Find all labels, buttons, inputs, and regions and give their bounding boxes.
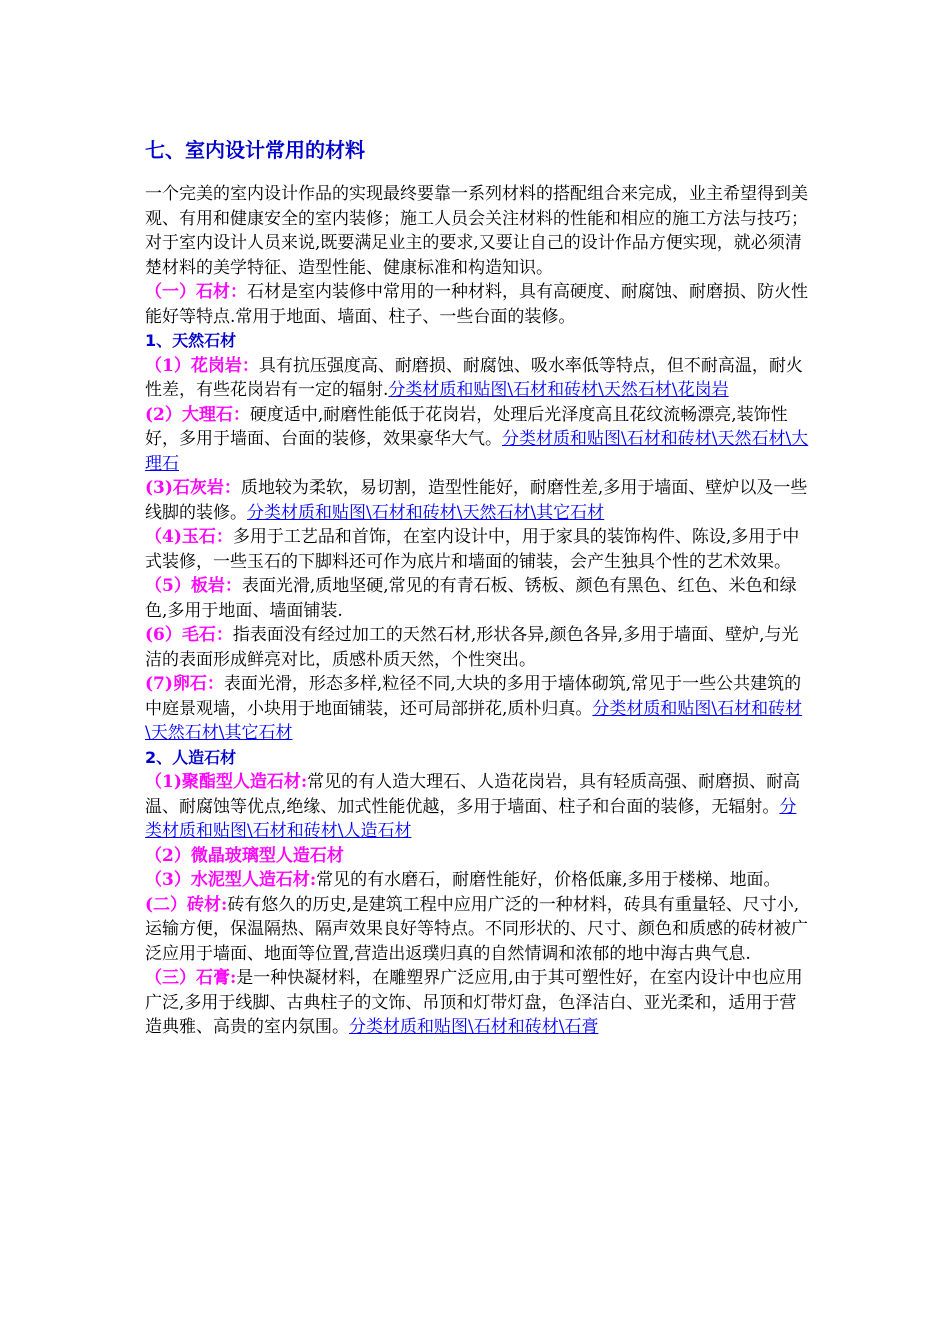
granite-label: （1）花岗岩：	[145, 355, 259, 376]
microcrystal-label: （2）微晶玻璃型人造石材	[145, 845, 344, 866]
slate-text: 表面光滑,质地坚硬,常见的有青石板、锈板、颜色有黑色、红色、米色和绿色,多用于地面、墙面铺装.	[145, 576, 797, 621]
limestone-label: (3)石灰岩：	[145, 478, 241, 498]
natural-stone-heading: 1、天然石材	[145, 331, 237, 350]
marble-text: 硬度适中,耐磨性能低于花岗岩，处理后光泽度高且花纹流畅漂亮,装饰性好，多用于墙面、台面的装修，效果豪华大气。	[145, 404, 788, 449]
limestone-paragraph	[145, 476, 810, 525]
marble-label: (2）大理石：	[145, 404, 250, 425]
marble-paragraph	[145, 403, 810, 477]
stone-paragraph	[145, 280, 810, 329]
rubble-label: (6）毛石：	[145, 625, 233, 645]
granite-paragraph	[145, 354, 810, 403]
cement-label: （3）水泥型人造石材:	[145, 870, 317, 890]
plaster-paragraph	[145, 966, 810, 1040]
polyester-text: 常见的有人造大理石、人造花岗岩，具有轻质高强、耐磨损、耐高温、耐腐蚀等优点,绝缘、加式性能优越，多用于墙面、柱子和台面的装修，无辐射。	[145, 772, 801, 817]
slate-paragraph	[145, 574, 810, 623]
rubble-text: 指表面没有经过加工的天然石材,形状各异,颜色各异,多用于墙面、壁炉,与光洁的表面形成鲜亮对比，质感朴质天然，个性突出。	[145, 625, 799, 670]
granite-link[interactable]: 分类材质和贴图\石材和砖材\天然石材\花岗岩	[388, 380, 729, 400]
granite-text: 具有抗压强度高、耐磨损、耐腐蚀、吸水率低等特点，但不耐高温，耐火性差，有些花岗岩有一定的辐射.	[145, 355, 803, 400]
limestone-link[interactable]: 分类材质和贴图\石材和砖材\天然石材\其它石材	[247, 502, 605, 523]
polyester-paragraph	[145, 770, 810, 844]
microcrystal-paragraph	[145, 844, 810, 869]
stone-text: 石材是室内装修中常用的一种材料，具有高硬度、耐腐蚀、耐磨损、防火性能好等特点.常用于地面、墙面、柱子、一些台面的装修。	[145, 282, 808, 327]
plaster-label: （三）石膏:	[145, 968, 237, 988]
plaster-link[interactable]: 分类材质和贴图\石材和砖材\石膏	[349, 1017, 599, 1037]
slate-label: （5）板岩：	[145, 576, 242, 596]
jade-label: （4)玉石：	[145, 527, 233, 547]
pebble-label: (7)卵石：	[145, 674, 224, 694]
document-page	[145, 132, 810, 1040]
brick-text: 砖有悠久的历史,是建筑工程中应用广泛的一种材料，砖具有重量轻、尺寸小,运输方便，保温隔热、隔声效果良好等特点。不同形状的、尺寸、颜色和质感的砖材被广泛应用于墙面、地面等位置,营造出返璞归真的自然情调和浓郁的地中海古典气息.	[145, 894, 808, 964]
polyester-link[interactable]: 分类材质和贴图\石材和砖材\人造石材	[145, 796, 797, 841]
pebble-text: 表面光滑，形态多样,粒径不同,大块的多用于墙体砌筑,常见于一些公共建筑的中庭景观墙，小块用于地面铺装，还可局部拼花,质朴归真。	[145, 674, 802, 719]
marble-link[interactable]: 分类材质和贴图\石材和砖材\天然石材\大理石	[145, 429, 809, 474]
jade-text: 多用于工艺品和首饰，在室内设计中，用于家具的装饰构件、陈设,多用于中式装修，一些玉石的下脚料还可作为底片和墙面的铺装，会产生独具个性的艺术效果。	[145, 527, 800, 572]
artificial-stone-heading: 2、人造石材	[145, 747, 237, 767]
page-title: 七、室内设计常用的材料	[145, 138, 365, 162]
cement-text: 常见的有水磨石，耐磨性能好，价格低廉,多用于楼梯、地面。	[316, 870, 781, 890]
pebble-paragraph	[145, 672, 810, 746]
intro-paragraph	[145, 182, 810, 280]
brick-paragraph	[145, 893, 810, 967]
jade-paragraph	[145, 525, 810, 574]
rubble-paragraph	[145, 623, 810, 672]
pebble-link[interactable]: 分类材质和贴图\石材和砖材\天然石材\其它石材	[145, 698, 803, 743]
brick-label: (二）砖材:	[145, 894, 228, 915]
stone-label: （一）石材：	[145, 282, 247, 302]
plaster-text: 是一种快凝材料，在雕塑界广泛应用,由于其可塑性好，在室内设计中也应用广泛,多用于线脚、古典柱子的文饰、吊顶和灯带灯盘，色泽洁白、亚光柔和，适用于营造典雅、高贵的室内氛围。	[145, 968, 803, 1037]
intro-text: 一个完美的室内设计作品的实现最终要靠一系列材料的搭配组合来完成，业主希望得到美观、有用和健康安全的室内装修；施工人员会关注材料的性能和相应的施工方法与技巧；对于室内设计人员来说,既要满足业主的要求,又要让自己的设计作品方便实现，就必须清楚材料的美学特征、造型性能、健康标准和构造知识。	[145, 184, 808, 278]
limestone-text: 质地较为柔软，易切割，造型性能好，耐磨性差,多用于墙面、壁炉以及一些线脚的装修。	[145, 478, 808, 523]
cement-paragraph	[145, 868, 810, 893]
polyester-label: （1)聚酯型人造石材:	[145, 772, 308, 792]
